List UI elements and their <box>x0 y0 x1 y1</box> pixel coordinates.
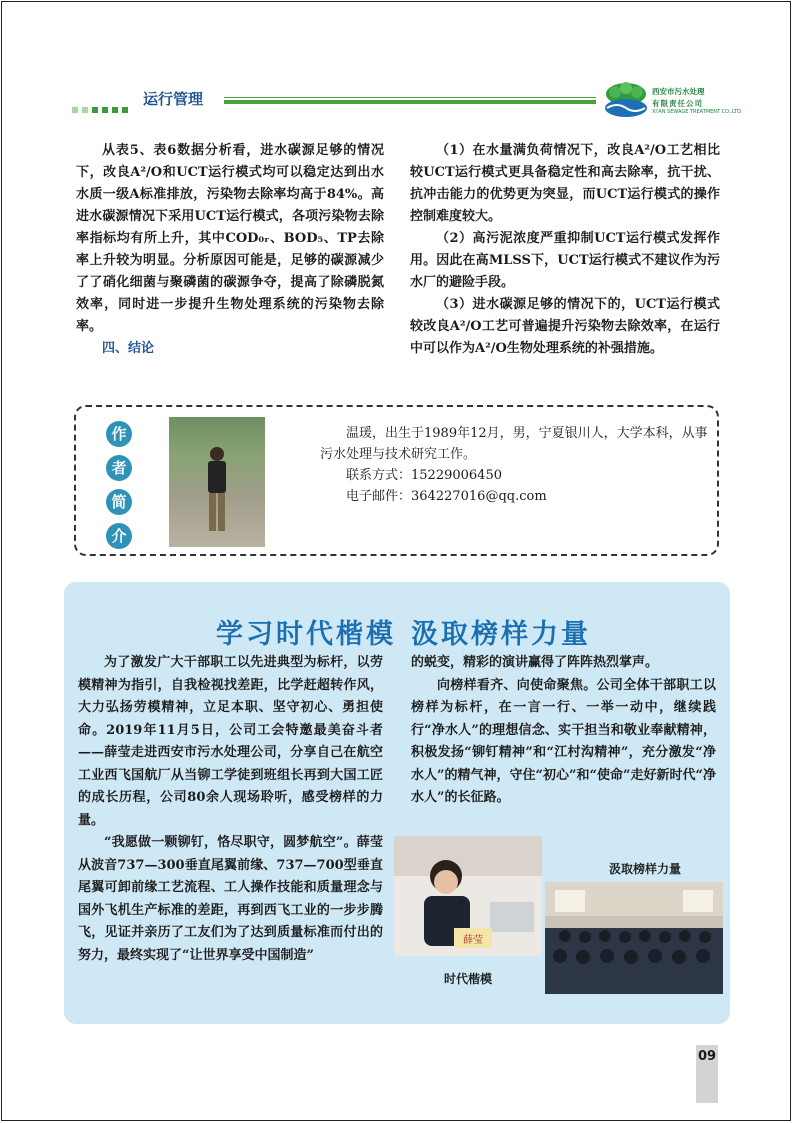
author-info <box>320 423 710 507</box>
company-logo <box>603 82 649 118</box>
section-heading: 四、结论 <box>102 341 155 356</box>
author-email: 电子邮件：364227016@qq.com <box>346 489 547 504</box>
feature-paragraph: 向榜样看齐、向使命聚焦。公司全体干部职工以榜样为标杆，在一言一行、一举一动中，继续践行“净水人”的理想信念、实干担当和敬业奉献精神，积极发扬“铆钉精神”和“江村沟精神”，充分激发“净水人”的精气神，守住“初心”和“使命”走好新时代“净水人”的长征路。 <box>411 677 716 805</box>
conclusion-1: （1）在水量满负荷情况下，改良A²/O工艺相比较UCT运行模式更具备稳定性和高去除率，抗干扰、抗冲击能力的优势更为突显，而UCT运行模式的操作控制难度较大。 <box>410 143 720 224</box>
conclusion-2: （2）高污泥浓度严重抑制UCT运行模式发挥作用。因此在高MLSS下，UCT运行模式不建议作为污水厂的避险手段。 <box>410 231 720 290</box>
name-plate: 薛莹 <box>463 935 483 946</box>
article-right-column <box>410 140 720 360</box>
conclusion-3: （3）进水碳源足够的情况下的，UCT运行模式较改良A²/O工艺可普遍提升污染物去除效率，在运行中可以作为A²/O生物处理系统的补强措施。 <box>410 297 720 356</box>
article-left-column <box>76 140 384 360</box>
feature-paragraph: 为了激发广大干部职工以先进典型为标杆，以劳模精神为指引，自我检视找差距，比学赶超转作风，大力弘扬劳模精神，立足本职、坚守初心、勇担使命。2019年11月5日，公司工会特邀最美奋斗者——薛莹走进西安市污水处理公司，分享自己在航空工业西飞国航厂从当铆工学徒到班组长再到大国工匠的成长历程，公司80余人现场聆听，感受榜样的力量。 <box>78 655 383 828</box>
logo-text-en: XI'AN SEWAGE TREATMENT CO.,LTD. <box>652 109 743 115</box>
author-bio: 温瑗，出生于1989年12月，男，宁夏银川人，大学本科，从事污水处理与技术研究工作。 <box>320 426 708 462</box>
article-paragraph: 从表5、表6数据分析看，进水碳源足够的情况下，改良A²/O和UCT运行模式均可以稳定达到出水水质一级A标准排放，污染物去除率均高于84%。高进水碳源情况下采用UCT运行模式，各项污染物去除率指标均有所上升，其中COD₀ᵣ、BOD₅、TP去除率上升较为明显。分析原因可能是，足够的碳源减少了了硝化细菌与聚磷菌的碳源争夺，提高了除磷脱氮效率，同时进一步提升生物处理系统的污染物去除率。 <box>76 143 384 334</box>
author-contact: 联系方式：15229006450 <box>346 468 502 483</box>
badge-char: 作 <box>106 421 132 447</box>
feature-right-column <box>411 652 716 810</box>
speaker-photo <box>394 836 542 956</box>
feature-title-right: 汲取榜样力量 <box>411 619 591 650</box>
page-number: 09 <box>697 1049 717 1064</box>
badge-char: 者 <box>106 455 132 481</box>
feature-left-column <box>78 652 383 967</box>
header-rule <box>224 100 596 104</box>
logo-text-cn: 西安市污水处理 <box>652 87 705 96</box>
feature-paragraph: 的蜕变，精彩的演讲赢得了阵阵热烈掌声。 <box>411 655 659 670</box>
author-badges <box>106 421 132 557</box>
header-decoration <box>72 98 132 117</box>
badge-char: 介 <box>106 523 132 549</box>
person-figure <box>203 445 231 535</box>
caption-left: 时代楷模 <box>444 972 493 986</box>
feature-paragraph: “我愿做一颗铆钉，恪尽职守，圆梦航空”。薛莹从波音737—300垂直尾翼前缘、737—700型垂直尾翼可卸前缘工艺流程、工人操作技能和质量理念与国外飞机生产标准的差距，再到西飞工业的一步步腾飞，见证并亲历了工友们为了达到质量标准而付出的努力，最终实现了“让世界享受中国制造” <box>78 835 383 963</box>
logo-text-cn-2: 有限责任公司 <box>652 99 703 108</box>
badge-char: 简 <box>106 489 132 515</box>
author-profile-box <box>74 405 719 556</box>
page-number-tab <box>696 1045 718 1103</box>
section-title: 运行管理 <box>143 90 204 108</box>
feature-panel <box>64 582 730 1024</box>
audience-photo <box>545 882 723 994</box>
author-photo <box>169 417 265 547</box>
feature-title-left: 学习时代楷模 <box>216 619 396 650</box>
caption-right: 汲取榜样力量 <box>609 862 682 876</box>
